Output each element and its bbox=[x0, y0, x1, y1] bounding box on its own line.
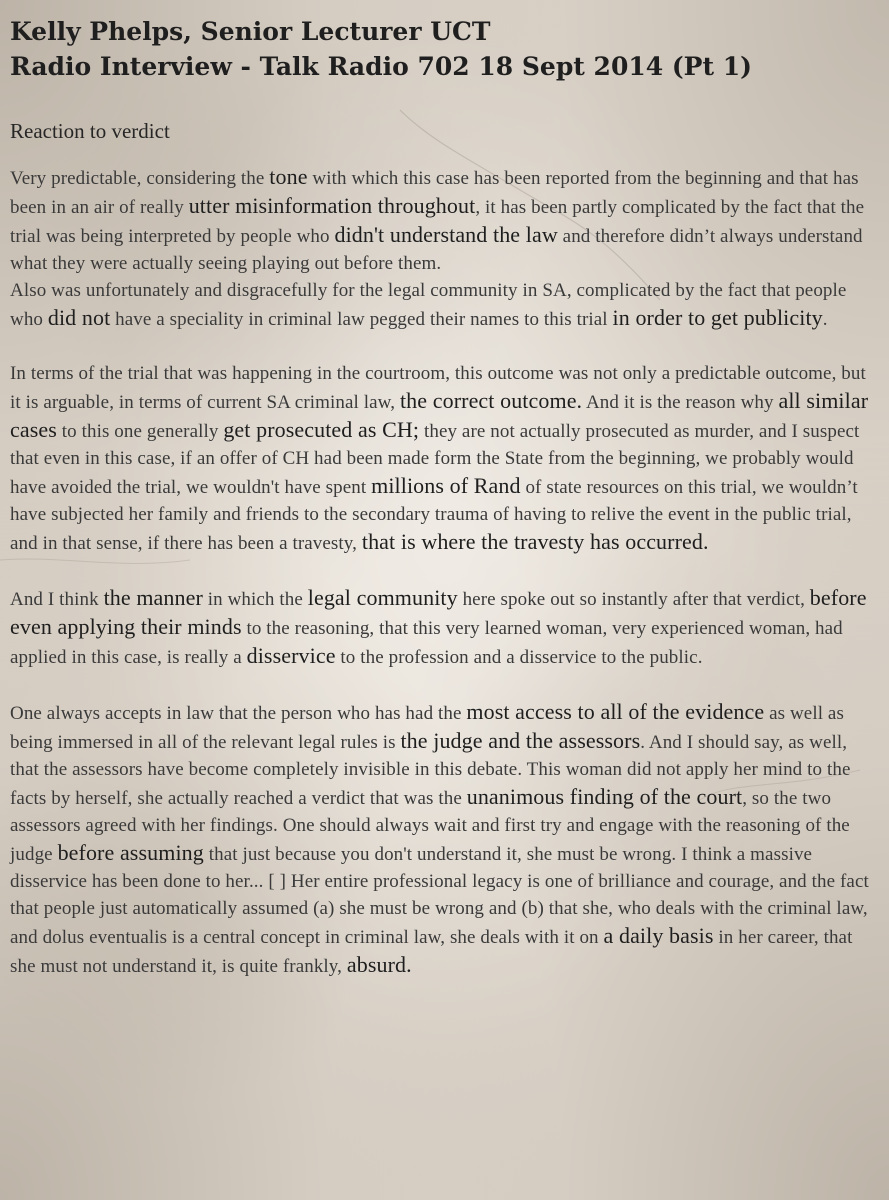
text-segment: have a speciality in criminal law pegged their names to this trial bbox=[110, 309, 613, 330]
emphasized-phrase: the manner bbox=[103, 585, 203, 610]
text-segment: to this one generally bbox=[56, 421, 224, 442]
text-segment: . bbox=[822, 309, 828, 330]
emphasized-phrase: the correct outcome. bbox=[399, 388, 583, 413]
document-title-line-1: Kelly Phelps, Senior Lecturer UCT bbox=[10, 17, 491, 46]
emphasized-phrase: that is where the travesty has occurred. bbox=[361, 529, 709, 554]
emphasized-phrase: absurd. bbox=[346, 952, 412, 977]
text-segment: Also was unfortunately and disgracefully for the legal community in SA, complicated by the fact that people who bbox=[10, 280, 847, 330]
emphasized-phrase: didn't understand the law bbox=[334, 222, 558, 247]
paragraph-4 bbox=[10, 584, 879, 671]
text-segment: as well as being immersed in all of the relevant legal rules is bbox=[10, 703, 844, 753]
text-segment: in her career, that she must not understand it, is quite frankly, bbox=[10, 927, 853, 977]
emphasized-phrase: utter misinformation throughout bbox=[188, 193, 476, 218]
emphasized-phrase: in order to get publicity bbox=[612, 305, 823, 330]
emphasized-phrase: most access to all of the evidence bbox=[466, 699, 765, 724]
emphasized-phrase: did not bbox=[47, 305, 111, 330]
text-segment: . And I should say, as well, that the assessors have become completely invisible in this debate. This woman did not apply her mind to the facts by herself, she actually reached a verdict that was the bbox=[10, 732, 851, 809]
section-heading: Reaction to verdict bbox=[10, 119, 170, 143]
text-segment: they are not actually prosecuted as murder, and I suspect that even in this case, if an offer of CH had been made form the State from the beginning, we probably would have avoided the trial, we wouldn't have spent bbox=[10, 421, 860, 498]
text-segment: And it is the reason why bbox=[582, 392, 779, 413]
emphasized-phrase: before even applying their minds bbox=[10, 585, 867, 639]
text-segment: , so the two assessors agreed with her findings. One should always wait and first try and engage with the reasoning of the judge bbox=[10, 788, 850, 865]
document-title-line-2: Radio Interview - Talk Radio 702 18 Sept 2014 (Pt 1) bbox=[10, 52, 752, 81]
text-segment: to the profession and a disservice to the public. bbox=[335, 647, 703, 668]
text-segment: In terms of the trial that was happening in the courtroom, this outcome was not only a predictable outcome, but it is arguable, in terms of current SA criminal law, bbox=[10, 363, 866, 413]
emphasized-phrase: tone bbox=[269, 164, 308, 189]
emphasized-phrase: unanimous finding of the court bbox=[466, 784, 743, 809]
emphasized-phrase: millions of Rand bbox=[371, 473, 521, 498]
text-segment: and therefore didn’t always understand what they were actually seeing playing out before them. bbox=[10, 226, 863, 274]
emphasized-phrase: all similar cases bbox=[10, 388, 869, 442]
emphasized-phrase: disservice bbox=[246, 643, 336, 668]
emphasized-phrase: get prosecuted as CH; bbox=[223, 417, 420, 442]
paragraph-2 bbox=[10, 277, 879, 333]
text-segment: that just because you don't understand it, she must be wrong. I think a massive disservice has been done to her... [ ] Her entire professional legacy is one of brilliance and courage, and the fact that people just automatically assumed (a) she must be wrong and (b) that she, who deals with the criminal law, and dolus eventualis is a central concept in criminal law, she deals with it on bbox=[10, 844, 869, 948]
text-segment: , it has been partly complicated by the fact that the trial was being interpreted by people who bbox=[10, 197, 865, 247]
text-segment: with which this case has been reported from the beginning and that has been in an air of really bbox=[10, 168, 859, 218]
paragraph-1 bbox=[10, 163, 879, 277]
emphasized-phrase: before assuming bbox=[57, 840, 204, 865]
emphasized-phrase: a daily basis bbox=[603, 923, 714, 948]
text-segment: here spoke out so instantly after that verdict, bbox=[457, 589, 810, 610]
text-segment: Very predictable, considering the bbox=[10, 168, 270, 189]
text-segment: One always accepts in law that the person who has had the bbox=[10, 703, 467, 724]
emphasized-phrase: the judge and the assessors bbox=[400, 728, 641, 753]
text-segment: to the reasoning, that this very learned woman, very experienced woman, had applied in this case, is really a bbox=[10, 618, 843, 668]
text-segment: And I think bbox=[10, 589, 104, 610]
text-segment: in which the bbox=[202, 589, 308, 610]
paragraph-3 bbox=[10, 360, 879, 557]
emphasized-phrase: legal community bbox=[307, 585, 458, 610]
paragraph-5 bbox=[10, 698, 879, 980]
text-segment: of state resources on this trial, we wouldn’t have subjected her family and friends to the secondary trauma of having to relive the event in the public trial, and in that sense, if there has been a travesty, bbox=[10, 477, 858, 554]
